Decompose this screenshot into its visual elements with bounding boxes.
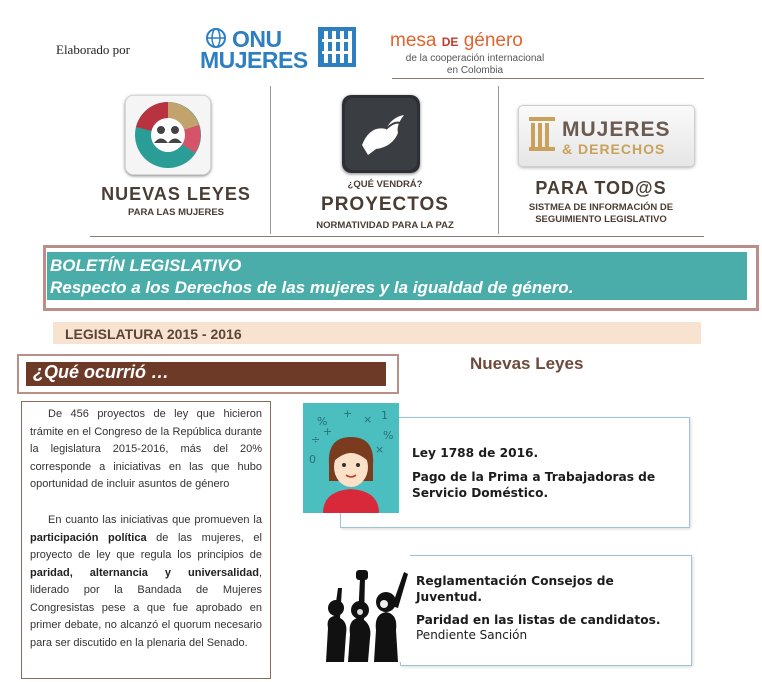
math-symbol: +	[343, 407, 353, 420]
mesa-genero-logo	[390, 30, 523, 52]
woman-math-illustration	[303, 403, 399, 513]
column-separator-2	[498, 86, 499, 234]
mesa-genero-word: género	[463, 30, 523, 51]
p2-part-e: , liderado por la Bandada de Mujeres Congresistas pese a que fue aprobado en primer debate, no alcanzó el quorum necesario para ser discutido en la plenaria del Senado.	[30, 566, 262, 649]
math-symbol: %	[383, 429, 394, 442]
un-globe-icon	[202, 28, 230, 48]
sistema-subtitle-line2: SEGUIMIENTO LEGISLATIVO	[535, 214, 667, 225]
mesa-de-word: DE	[441, 35, 459, 49]
columns-bottom-divider	[90, 236, 704, 237]
sistema-subtitle-line1: SISTMEA DE INFORMACIÓN DE	[528, 202, 674, 213]
un-women-emblem-icon	[318, 27, 356, 67]
nuevas-leyes-title: NUEVAS LEYES	[101, 184, 251, 204]
law-1-title-line1: Pago de la Prima a Trabajadoras de	[412, 470, 656, 484]
law-2-paridad: Paridad en las listas de candidatos.	[416, 613, 661, 627]
pie-chart-people-icon	[125, 95, 211, 175]
onu-logo-line1: ONU	[232, 26, 282, 52]
columns-icon	[529, 117, 555, 151]
math-symbol: +	[323, 425, 333, 438]
para-todas-title: PARA TOD@S	[535, 178, 667, 198]
math-symbol: %	[317, 415, 328, 428]
summary-paragraph-2	[30, 512, 262, 652]
protest-silhouette-illustration	[318, 548, 410, 662]
law-2-status: Pendiente Sanción	[416, 628, 528, 642]
elaborado-por-label: Elaborado por	[56, 42, 131, 57]
proyectos-subtitle: NORMATIVIDAD PARA LA PAZ	[316, 220, 454, 231]
que-vendra-kicker: ¿QUÉ VENDRÁ?	[347, 179, 423, 190]
badge-mujeres-text: MUJERES	[562, 118, 671, 141]
math-symbol: ÷	[311, 433, 321, 446]
mesa-sub-line2: en Colombia	[446, 65, 504, 76]
boletin-title: BOLETÍN LEGISLATIVO	[50, 256, 242, 275]
p2-part-c: de las mujeres, el proyecto de ley que regula los principios de	[30, 531, 262, 561]
law-2-title-line1: Reglamentación Consejos de	[416, 574, 614, 588]
legislatura-label: LEGISLATURA 2015 - 2016	[65, 326, 242, 342]
p2-part-a: En cuanto las iniciativas que promueven la	[48, 514, 262, 526]
p2-paridad-principios: paridad, alternancia y universalidad	[30, 566, 259, 579]
mesa-genero-subtitle	[390, 53, 560, 77]
math-symbol: ×	[375, 443, 385, 456]
header-divider	[392, 78, 704, 79]
mesa-sub-line1: de la cooperación internacional	[405, 53, 545, 64]
nuevas-leyes-heading: Nuevas Leyes	[470, 354, 584, 373]
badge-derechos-text: & DERECHOS	[562, 141, 666, 157]
law-2-title-line2: Juventud.	[416, 590, 482, 604]
law-card-2	[400, 555, 692, 666]
column-separator-1	[270, 86, 271, 234]
que-ocurrio-heading: ¿Qué ocurrió …	[33, 362, 170, 382]
math-symbol: 1	[381, 409, 388, 422]
summary-paragraph-1: De 456 proyectos de ley que hicieron trámite en el Congreso de la República durante la legislatura 2015-2016, más del 20% corresponde a iniciativas en las que hubo oportunidad de incluir asuntos de género	[30, 408, 262, 490]
boletin-subtitle: Respecto a los Derechos de las mujeres y la igualdad de género.	[50, 278, 574, 297]
law-1-number: Ley 1788 de 2016.	[412, 446, 539, 460]
law-1-title-line2: Servicio Doméstico.	[412, 486, 549, 500]
math-symbol: ×	[363, 413, 373, 426]
onu-logo-line2: MUJERES	[200, 47, 308, 73]
math-symbol: 0	[309, 453, 316, 466]
mesa-word: mesa	[390, 30, 437, 51]
p2-participacion-politica: participación política	[30, 531, 147, 544]
nuevas-leyes-subtitle: PARA LAS MUJERES	[127, 207, 225, 218]
proyectos-title: PROYECTOS	[321, 194, 449, 215]
dove-icon	[342, 95, 420, 173]
